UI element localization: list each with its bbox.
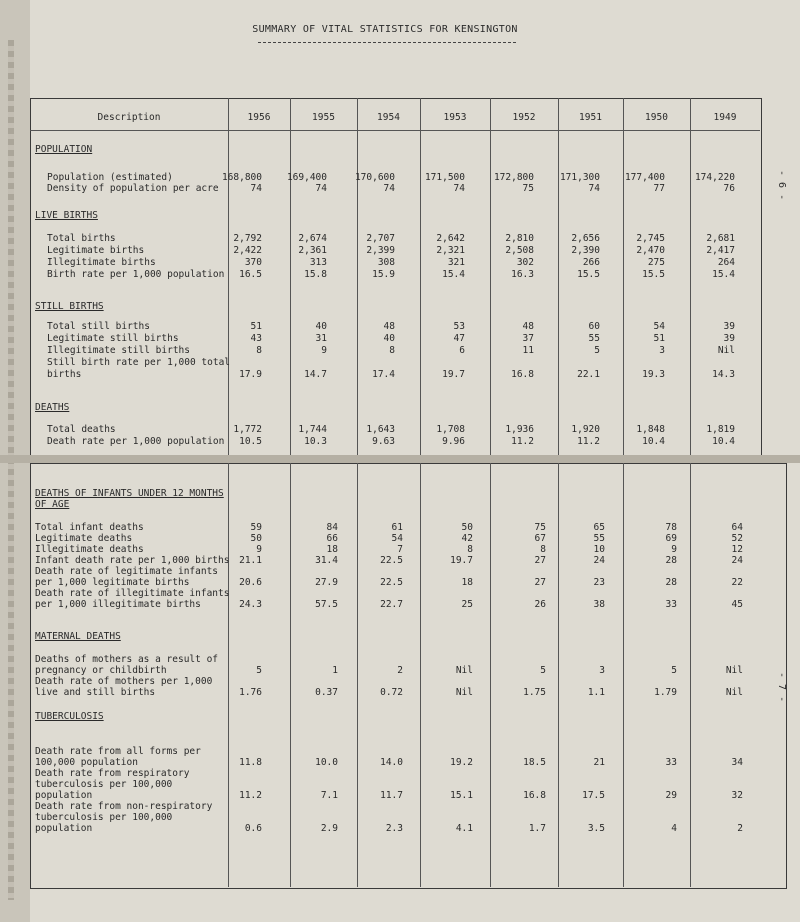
table-cell: 29: [665, 790, 677, 801]
table-cell: 84: [326, 522, 338, 533]
row-label: Legitimate deaths: [35, 533, 133, 544]
table-cell: 21.1: [239, 555, 262, 566]
table-cell: 74: [383, 183, 395, 194]
table-cell: 75: [534, 522, 546, 533]
row-label: Density of population per acre: [47, 183, 219, 194]
table-cell: 11.8: [239, 757, 262, 768]
table-cell: 15.9: [372, 269, 395, 280]
table-cell: 22.7: [380, 599, 403, 610]
table-cell: 5: [540, 665, 546, 676]
table-cell: 5: [671, 665, 677, 676]
table-cell: 171,500: [424, 172, 465, 183]
row-label: Death rate per 1,000 population: [47, 436, 225, 447]
table-cell: 11: [522, 345, 534, 356]
table-cell: 10.3: [304, 436, 327, 447]
table-cell: 2,792: [233, 233, 262, 244]
page-fold: [0, 455, 800, 463]
table-cell: 42: [461, 533, 473, 544]
table-cell: 1,848: [636, 424, 665, 435]
table-cell: 78: [665, 522, 677, 533]
table-cell: 8: [540, 544, 546, 555]
table-cell: 74: [588, 183, 600, 194]
table-cell: 19.3: [642, 369, 665, 380]
table-cell: 74: [250, 183, 262, 194]
table-cell: 18.5: [523, 757, 546, 768]
table-cell: 9: [671, 544, 677, 555]
row-label: Total births: [47, 233, 116, 244]
table-cell: 17.9: [239, 369, 262, 380]
table-cell: 24: [593, 555, 605, 566]
table-cell: 19.7: [442, 369, 465, 380]
table-cell: 2,361: [298, 245, 327, 256]
table-cell: 2,390: [571, 245, 600, 256]
table-cell: 1.7: [528, 823, 546, 834]
table-cell: 1,744: [298, 424, 327, 435]
table-cell: 7.1: [320, 790, 338, 801]
row-label: Deaths of mothers as a result of: [35, 654, 219, 665]
table-cell: 6: [459, 345, 465, 356]
row-label: Legitimate births: [47, 245, 145, 256]
table-cell: 74: [453, 183, 465, 194]
table-cell: 22: [731, 577, 743, 588]
row-label: Legitimate still births: [47, 333, 179, 344]
table-cell: 275: [647, 257, 665, 268]
table-cell: 2,422: [233, 245, 262, 256]
table-cell: 24.3: [239, 599, 262, 610]
table-cell: 74: [315, 183, 327, 194]
section-heading: MATERNAL DEATHS: [35, 631, 121, 642]
table-cell: 10.4: [642, 436, 665, 447]
table-cell: 22.5: [380, 555, 403, 566]
row-label: population: [35, 823, 93, 834]
table-cell: 18: [326, 544, 338, 555]
row-label: Death rate of mothers per 1,000: [35, 676, 213, 687]
table-cell: 4.1: [455, 823, 473, 834]
table-cell: 25: [461, 599, 473, 610]
table-cell: 10.0: [315, 757, 338, 768]
section-heading: DEATHS: [35, 402, 70, 413]
row-label: live and still births: [35, 687, 156, 698]
row-label: Infant death rate per 1,000 births: [35, 555, 230, 566]
table-cell: 57.5: [315, 599, 338, 610]
column-header-year: 1951: [579, 112, 602, 123]
table-cell: 1,819: [706, 424, 735, 435]
table-cell: 61: [391, 522, 403, 533]
table-cell: Nil: [717, 345, 735, 356]
table-cell: 2,399: [366, 245, 395, 256]
table-cell: 65: [593, 522, 605, 533]
table-cell: 33: [665, 599, 677, 610]
table-cell: 55: [588, 333, 600, 344]
table-cell: 9: [256, 544, 262, 555]
column-header-year: 1953: [443, 112, 467, 123]
table-cell: 302: [516, 257, 534, 268]
table-cell: 14.7: [304, 369, 327, 380]
table-cell: 1: [332, 665, 338, 676]
row-label: Birth rate per 1,000 population: [47, 269, 225, 280]
section-heading: POPULATION: [35, 144, 93, 155]
table-cell: 11.7: [380, 790, 403, 801]
table-cell: 0.72: [380, 687, 403, 698]
table-cell: 10: [593, 544, 605, 555]
table-cell: 18: [461, 577, 473, 588]
row-label: Illegitimate still births: [47, 345, 190, 356]
table-cell: 19.7: [450, 555, 473, 566]
table-cell: 37: [522, 333, 534, 344]
table-cell: 22.1: [577, 369, 600, 380]
table-cell: 8: [256, 345, 262, 356]
table-cell: 50: [250, 533, 262, 544]
table-cell: 1,936: [505, 424, 534, 435]
table-cell: 1.75: [523, 687, 546, 698]
table-cell: 16.8: [511, 369, 534, 380]
table-cell: 15.5: [642, 269, 665, 280]
table-cell: 5: [594, 345, 600, 356]
section-heading: STILL BIRTHS: [35, 301, 104, 312]
row-label: per 1,000 illegitimate births: [35, 599, 201, 610]
column-header-year: 1954: [377, 112, 400, 123]
table-cell: 172,800: [493, 172, 534, 183]
table-cell: 15.8: [304, 269, 327, 280]
row-label: Death rate from respiratory: [35, 768, 190, 779]
table-cell: 9.96: [442, 436, 465, 447]
column-header-year: 1955: [312, 112, 335, 123]
row-label: tuberculosis per 100,000: [35, 779, 173, 790]
table-cell: 12: [731, 544, 743, 555]
row-label: Still birth rate per 1,000 total: [47, 357, 231, 368]
table-cell: Nil: [455, 687, 473, 698]
table-cell: 8: [467, 544, 473, 555]
table-cell: 2: [737, 823, 743, 834]
row-label: 100,000 population: [35, 757, 138, 768]
table-cell: 43: [250, 333, 262, 344]
table-cell: 2,810: [505, 233, 534, 244]
table-cell: 45: [731, 599, 743, 610]
table-cell: 1.79: [654, 687, 677, 698]
column-header-year: 1956: [247, 112, 271, 123]
row-label: Total infant deaths: [35, 522, 144, 533]
page-number-lower: - 7 -: [776, 672, 787, 703]
table-cell: 3: [599, 665, 605, 676]
table-cell: 24: [731, 555, 743, 566]
table-cell: 50: [461, 522, 473, 533]
table-cell: 27: [534, 555, 546, 566]
table-cell: 54: [653, 321, 665, 332]
table-cell: 1,772: [233, 424, 262, 435]
row-label: per 1,000 legitimate births: [35, 577, 190, 588]
row-label: population: [35, 790, 93, 801]
table-cell: 9.63: [372, 436, 395, 447]
table-cell: 53: [453, 321, 465, 332]
table-cell: Nil: [725, 687, 743, 698]
table-cell: 34: [731, 757, 743, 768]
table-cell: 60: [588, 321, 600, 332]
table-cell: 264: [717, 257, 735, 268]
table-cell: 75: [522, 183, 534, 194]
table-cell: 168,800: [221, 172, 262, 183]
table-cell: 3.5: [587, 823, 605, 834]
table-cell: 15.4: [442, 269, 465, 280]
table-cell: 2: [397, 665, 403, 676]
table-cell: 1,920: [571, 424, 600, 435]
table-cell: 0.6: [244, 823, 262, 834]
table-cell: 1.1: [587, 687, 605, 698]
table-cell: 2,707: [366, 233, 395, 244]
table-cell: 2.3: [385, 823, 403, 834]
table-cell: 313: [309, 257, 327, 268]
table-cell: 11.2: [239, 790, 262, 801]
table-cell: 21: [593, 757, 605, 768]
table-cell: 2,681: [706, 233, 735, 244]
table-cell: 31: [315, 333, 327, 344]
page-number-upper: - 6 -: [776, 170, 787, 201]
header-rule: [30, 130, 760, 131]
table-cell: 4: [671, 823, 677, 834]
table-cell: Nil: [455, 665, 473, 676]
table-cell: 9: [321, 345, 327, 356]
row-label: births: [47, 369, 82, 380]
table-cell: 308: [377, 257, 395, 268]
table-cell: 23: [593, 577, 605, 588]
table-cell: Nil: [725, 665, 743, 676]
table-cell: 48: [383, 321, 395, 332]
row-label: Population (estimated): [47, 172, 173, 183]
table-cell: 66: [326, 533, 338, 544]
table-cell: 171,300: [559, 172, 600, 183]
table-cell: 48: [522, 321, 534, 332]
table-cell: 14.3: [712, 369, 735, 380]
table-cell: 0.37: [315, 687, 338, 698]
table-cell: 54: [391, 533, 403, 544]
table-cell: 27: [534, 577, 546, 588]
table-cell: 69: [665, 533, 677, 544]
table-cell: 174,220: [694, 172, 735, 183]
table-cell: 10.5: [239, 436, 262, 447]
column-header-year: 1949: [713, 112, 737, 123]
table-cell: 28: [665, 555, 677, 566]
table-cell: 1,643: [366, 424, 395, 435]
table-cell: 20.6: [239, 577, 262, 588]
title-underline: [258, 42, 516, 43]
table-cell: 40: [315, 321, 327, 332]
column-header-year: 1950: [645, 112, 668, 123]
table-cell: 370: [244, 257, 262, 268]
table-cell: 2,656: [571, 233, 600, 244]
table-cell: 51: [653, 333, 665, 344]
table-cell: 17.4: [372, 369, 395, 380]
table-cell: 77: [653, 183, 665, 194]
table-cell: 59: [250, 522, 262, 533]
row-label: Death rate from all forms per: [35, 746, 201, 757]
table-cell: 14.0: [380, 757, 403, 768]
table-cell: 67: [534, 533, 546, 544]
table-cell: 2,417: [706, 245, 735, 256]
table-cell: 2,674: [298, 233, 327, 244]
row-label: tuberculosis per 100,000: [35, 812, 173, 823]
table-cell: 1,708: [436, 424, 465, 435]
row-label: Death rate of legitimate infants: [35, 566, 219, 577]
table-cell: 39: [723, 321, 735, 332]
table-cell: 169,400: [286, 172, 327, 183]
table-cell: 1.76: [239, 687, 262, 698]
table-cell: 3: [659, 345, 665, 356]
column-header-year: 1952: [512, 112, 536, 123]
table-cell: 15.5: [577, 269, 600, 280]
table-cell: 55: [593, 533, 605, 544]
table-cell: 11.2: [511, 436, 534, 447]
column-header-description: Description: [97, 112, 161, 123]
table-cell: 51: [250, 321, 262, 332]
table-cell: 15.1: [450, 790, 473, 801]
table-cell: 32: [731, 790, 743, 801]
table-cell: 2.9: [320, 823, 338, 834]
row-label: Death rate of illegitimate infants: [35, 588, 230, 599]
table-cell: 2,321: [436, 245, 465, 256]
table-cell: 19.2: [450, 757, 473, 768]
table-cell: 15.4: [712, 269, 735, 280]
table-cell: 2,508: [505, 245, 534, 256]
table-cell: 17.5: [582, 790, 605, 801]
row-label: Death rate from non-respiratory: [35, 801, 213, 812]
table-cell: 33: [665, 757, 677, 768]
table-cell: 40: [383, 333, 395, 344]
row-label: Illegitimate deaths: [35, 544, 144, 555]
table-cell: 26: [534, 599, 546, 610]
table-cell: 2,470: [636, 245, 665, 256]
table-cell: 64: [731, 522, 743, 533]
table-cell: 266: [582, 257, 600, 268]
row-label: pregnancy or childbirth: [35, 665, 167, 676]
section-heading: TUBERCULOSIS: [35, 711, 104, 722]
section-heading: LIVE BIRTHS: [35, 210, 98, 221]
table-cell: 52: [731, 533, 743, 544]
table-cell: 2,745: [636, 233, 665, 244]
table-cell: 16.8: [523, 790, 546, 801]
row-label: Illegitimate births: [47, 257, 156, 268]
table-cell: 16.3: [511, 269, 534, 280]
table-cell: 7: [397, 544, 403, 555]
table-cell: 2,642: [436, 233, 465, 244]
table-cell: 28: [665, 577, 677, 588]
table-cell: 16.5: [239, 269, 262, 280]
table-cell: 38: [593, 599, 605, 610]
table-cell: 8: [389, 345, 395, 356]
page-title: SUMMARY OF VITAL STATISTICS FOR KENSINGTON: [252, 24, 518, 35]
section-heading: OF AGE: [35, 499, 70, 510]
table-cell: 321: [447, 257, 465, 268]
table-cell: 5: [256, 665, 262, 676]
table-cell: 177,400: [624, 172, 665, 183]
table-cell: 170,600: [354, 172, 395, 183]
row-label: Total deaths: [47, 424, 116, 435]
table-cell: 39: [723, 333, 735, 344]
row-label: Total still births: [47, 321, 150, 332]
table-cell: 10.4: [712, 436, 735, 447]
section-heading: DEATHS OF INFANTS UNDER 12 MONTHS: [35, 488, 224, 499]
table-cell: 11.2: [577, 436, 600, 447]
table-cell: 31.4: [315, 555, 338, 566]
table-cell: 47: [453, 333, 465, 344]
table-cell: 22.5: [380, 577, 403, 588]
table-cell: 76: [723, 183, 735, 194]
table-cell: 27.9: [315, 577, 338, 588]
